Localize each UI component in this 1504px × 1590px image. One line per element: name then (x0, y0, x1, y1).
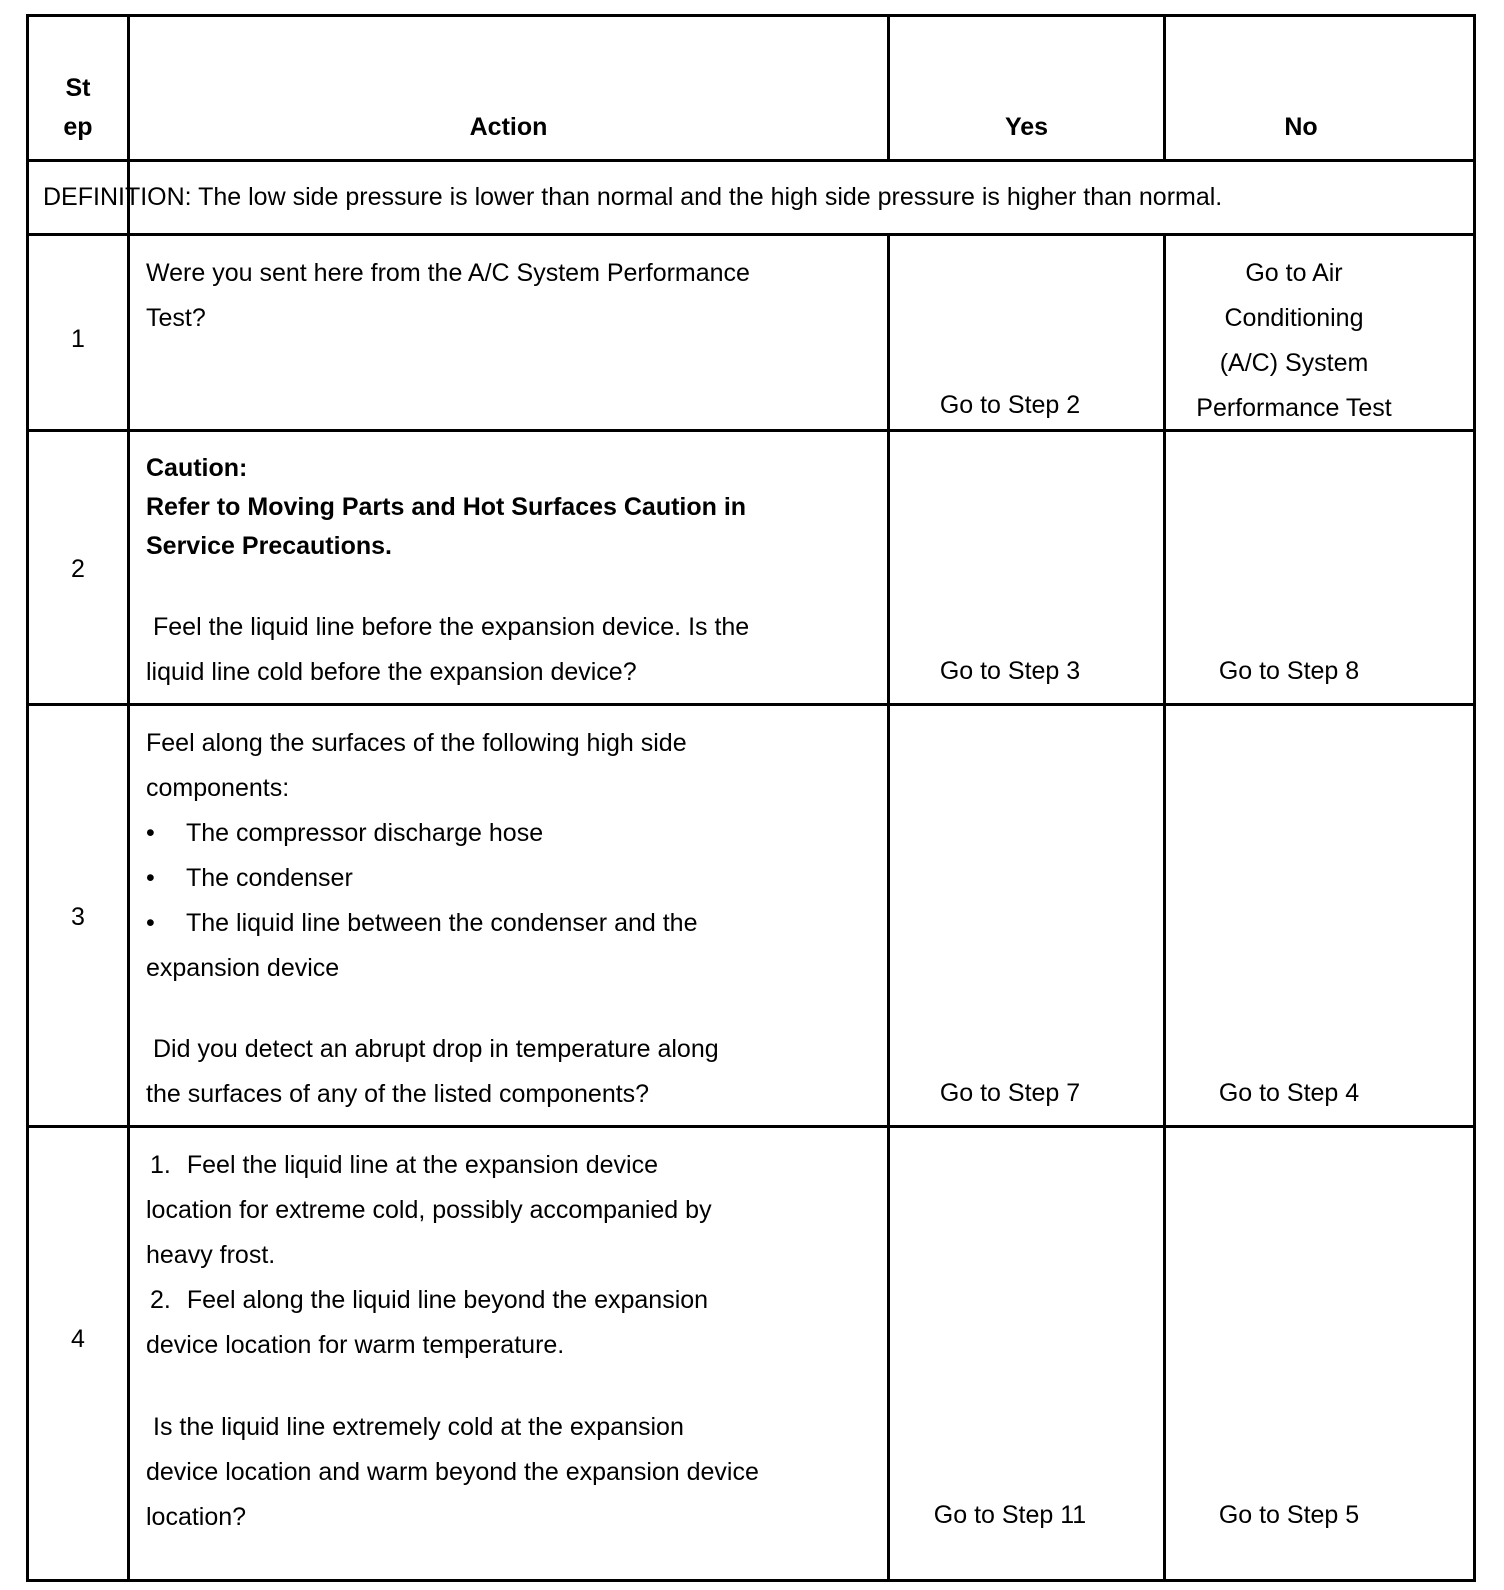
step-action: Feel along the surfaces of the following high side components: • The compressor discharge hose • The condenser • The liquid line between the condenser and the expansion device (146, 729, 698, 982)
caution-note: Caution: Refer to Moving Parts and Hot Surfaces Caution in Service Precautions. (146, 454, 747, 560)
col-divider-step (127, 17, 130, 1579)
list-item: • The compressor discharge hose (146, 811, 697, 856)
row-divider-step2 (29, 703, 1473, 706)
diagnostic-table (26, 14, 1476, 1582)
row-divider-definition (29, 233, 1473, 236)
definition-text: DEFINITION: The low side pressure is lower than normal and the high side pressure is higher than normal. (43, 183, 1223, 211)
bullet-icon: • (146, 909, 155, 937)
list-item: • The liquid line between the condenser and the (146, 901, 697, 946)
step-number: 2 (71, 555, 85, 583)
no-result: Go to Step 5 (1218, 1501, 1360, 1529)
step-number: 4 (71, 1325, 85, 1353)
step-action: Were you sent here from the A/C System Performance Test? (146, 259, 750, 332)
header-yes: Yes (1004, 113, 1049, 141)
yes-result: Go to Step 7 (939, 1079, 1081, 1107)
step-number: 3 (71, 903, 85, 931)
row-divider-header (29, 159, 1473, 162)
header-action: Action (469, 113, 548, 141)
step-question: Is the liquid line extremely cold at the expansion device location and warm beyond the expansion device location? (146, 1413, 759, 1531)
bullet-icon: • (146, 819, 155, 847)
step-action: Feel the liquid line before the expansion device. Is the liquid line cold before the expansion device? (146, 613, 750, 686)
step-number: 1 (71, 325, 85, 353)
col-divider-action (887, 235, 890, 1579)
header-step: St ep (63, 74, 93, 141)
bullet-icon: • (146, 864, 155, 892)
yes-result: Go to Step 2 (939, 391, 1081, 419)
list-item: • The condenser (146, 856, 697, 901)
row-divider-step3 (29, 1125, 1473, 1128)
header-no: No (1284, 113, 1318, 141)
no-result: Go to Step 4 (1218, 1079, 1360, 1107)
no-result: Go to Air Conditioning (A/C) System Performance Test (1196, 259, 1392, 422)
step-question: Did you detect an abrupt drop in temperature along the surfaces of any of the listed components? (146, 1035, 719, 1108)
step-action: 1. Feel the liquid line at the expansion device location for extreme cold, possibly accompanied by heavy frost. 2. Feel along the liquid line beyond the expansion device location for warm temperature. (146, 1151, 712, 1359)
no-result: Go to Step 8 (1218, 657, 1360, 685)
yes-result: Go to Step 11 (933, 1501, 1087, 1529)
col-divider-yes (1163, 235, 1166, 1579)
yes-result: Go to Step 3 (939, 657, 1081, 685)
